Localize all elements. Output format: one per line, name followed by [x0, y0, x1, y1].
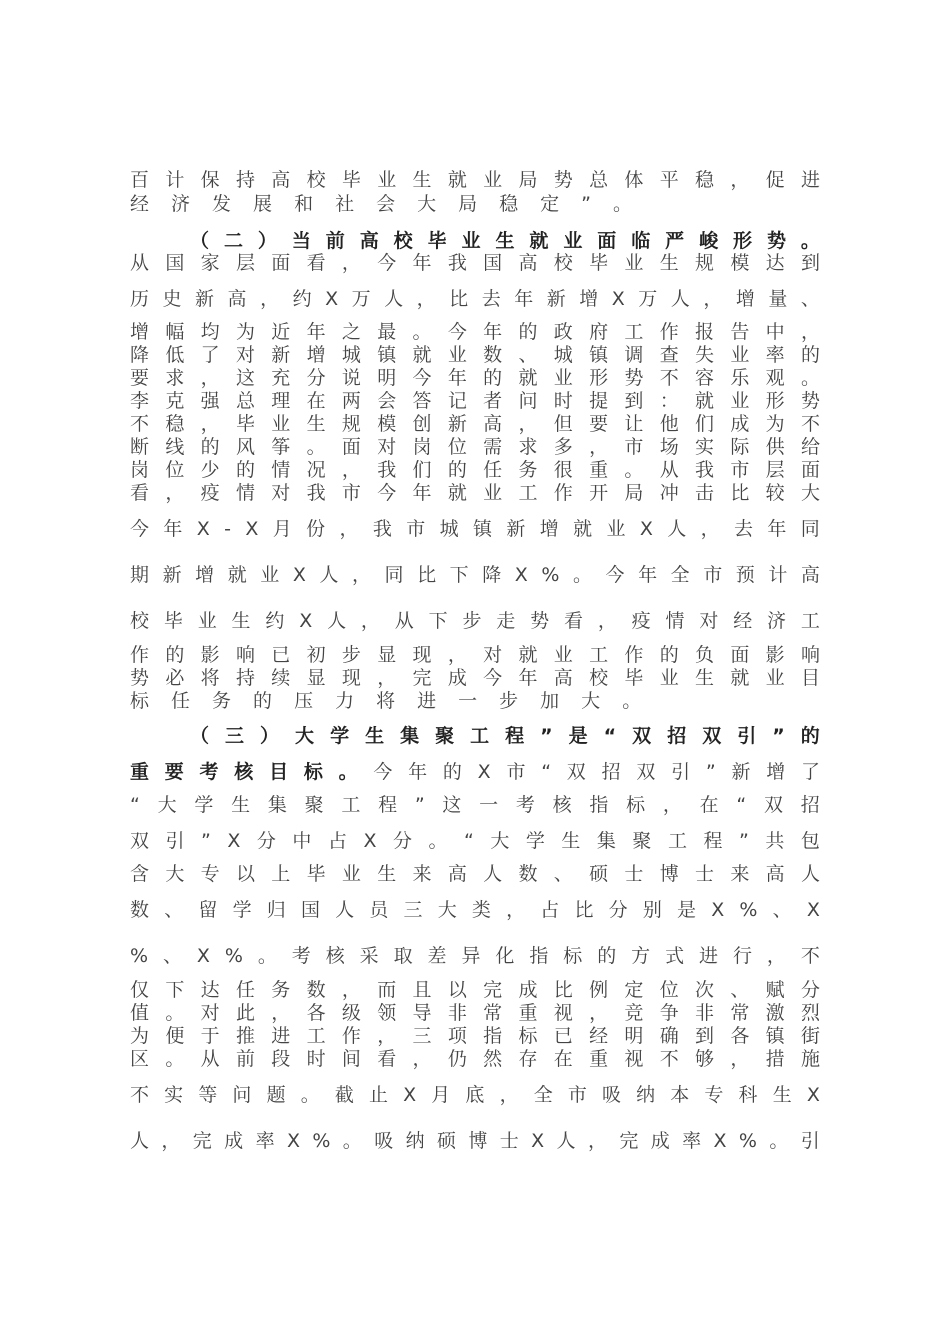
paragraph-line: 校 毕 业 生 约 X 人 ， 从 下 步 走 势 看 ， 疫 情 对 经 济 工: [130, 610, 820, 632]
section-heading-line: （ 二 ） 当 前 高 校 毕 业 生 就 业 面 临 严 峻 形 势 。: [190, 230, 820, 252]
paragraph-line: 百 计 保 持 高 校 毕 业 生 就 业 局 势 总 体 平 稳 ， 促 进: [130, 169, 820, 191]
paragraph-line: 仅 下 达 任 务 数 ， 而 且 以 完 成 比 例 定 位 次 、 赋 分: [130, 979, 820, 1001]
paragraph-line: “ 大 学 生 集 聚 工 程 ” 这 一 考 核 指 标 ， 在 “ 双 招: [130, 794, 820, 816]
paragraph-line: % 、 X % 。 考 核 采 取 差 异 化 指 标 的 方 式 进 行 ， 不: [130, 945, 820, 967]
paragraph-line: 作 的 影 响 已 初 步 显 现 ， 对 就 业 工 作 的 负 面 影 响: [130, 644, 820, 666]
paragraph-line: 区 。 从 前 段 时 间 看 ， 仍 然 存 在 重 视 不 够 ， 措 施: [130, 1048, 820, 1070]
paragraph-line: 重 要 考 核 目 标 。 今 年 的 X 市 “ 双 招 双 引 ” 新 增 了: [130, 761, 820, 783]
paragraph-line: 数 、 留 学 归 国 人 员 三 大 类 ， 占 比 分 别 是 X % 、 X: [130, 899, 820, 921]
paragraph-line: 不 稳 ， 毕 业 生 规 模 创 新 高 ， 但 要 让 他 们 成 为 不: [130, 413, 820, 435]
paragraph-line: 经 济 发 展 和 社 会 大 局 稳 定 ” 。: [130, 193, 633, 215]
paragraph-line: 从 国 家 层 面 看 ， 今 年 我 国 高 校 毕 业 生 规 模 达 到: [130, 252, 820, 274]
paragraph-line: 岗 位 少 的 情 况 ， 我 们 的 任 务 很 重 。 从 我 市 层 面: [130, 459, 820, 481]
paragraph-line: 降 低 了 对 新 增 城 镇 就 业 数 、 城 镇 调 查 失 业 率 的: [130, 344, 820, 366]
paragraph-line: 看 ， 疫 情 对 我 市 今 年 就 业 工 作 开 局 冲 击 比 较 大: [130, 482, 820, 504]
paragraph-line: 不 实 等 问 题 。 截 止 X 月 底 ， 全 市 吸 纳 本 专 科 生 X: [130, 1084, 820, 1106]
paragraph-line: 含 大 专 以 上 毕 业 生 来 高 人 数 、 硕 士 博 士 来 高 人: [130, 863, 820, 885]
paragraph-line: 断 线 的 风 筝 。 面 对 岗 位 需 求 多 ， 市 场 实 际 供 给: [130, 436, 820, 458]
paragraph-line: 历 史 新 高 ， 约 X 万 人 ， 比 去 年 新 增 X 万 人 ， 增 量 、: [130, 288, 820, 310]
paragraph-line: 为 便 于 推 进 工 作 ， 三 项 指 标 已 经 明 确 到 各 镇 街: [130, 1025, 820, 1047]
paragraph-line: 人 ， 完 成 率 X % 。 吸 纳 硕 博 士 X 人 ， 完 成 率 X % 。 引: [130, 1130, 820, 1152]
paragraph-line: 期 新 增 就 业 X 人 ， 同 比 下 降 X % 。 今 年 全 市 预 计 高: [130, 564, 820, 586]
paragraph-line: 要 求 ， 这 充 分 说 明 今 年 的 就 业 形 势 不 容 乐 观 。: [130, 367, 820, 389]
paragraph-line: 今 年 X - X 月 份 ， 我 市 城 镇 新 增 就 业 X 人 ， 去 年 同: [130, 518, 820, 540]
paragraph-line: 李 克 强 总 理 在 两 会 答 记 者 问 时 提 到 ： 就 业 形 势: [130, 390, 820, 412]
paragraph-line: 值 。 对 此 ， 各 级 领 导 非 常 重 视 ， 竞 争 非 常 激 烈: [130, 1002, 820, 1024]
paragraph-line: 标 任 务 的 压 力 将 进 一 步 加 大 。: [130, 690, 642, 712]
section-heading-line: （ 三 ） 大 学 生 集 聚 工 程 ” 是 “ 双 招 双 引 ” 的: [190, 725, 820, 747]
paragraph-line: 势 必 将 持 续 显 现 ， 完 成 今 年 高 校 毕 业 生 就 业 目: [130, 667, 820, 689]
paragraph-line: 增 幅 均 为 近 年 之 最 。 今 年 的 政 府 工 作 报 告 中 ，: [130, 321, 820, 343]
paragraph-line: 双 引 ” X 分 中 占 X 分 。 “ 大 学 生 集 聚 工 程 ” 共 包: [130, 830, 820, 852]
